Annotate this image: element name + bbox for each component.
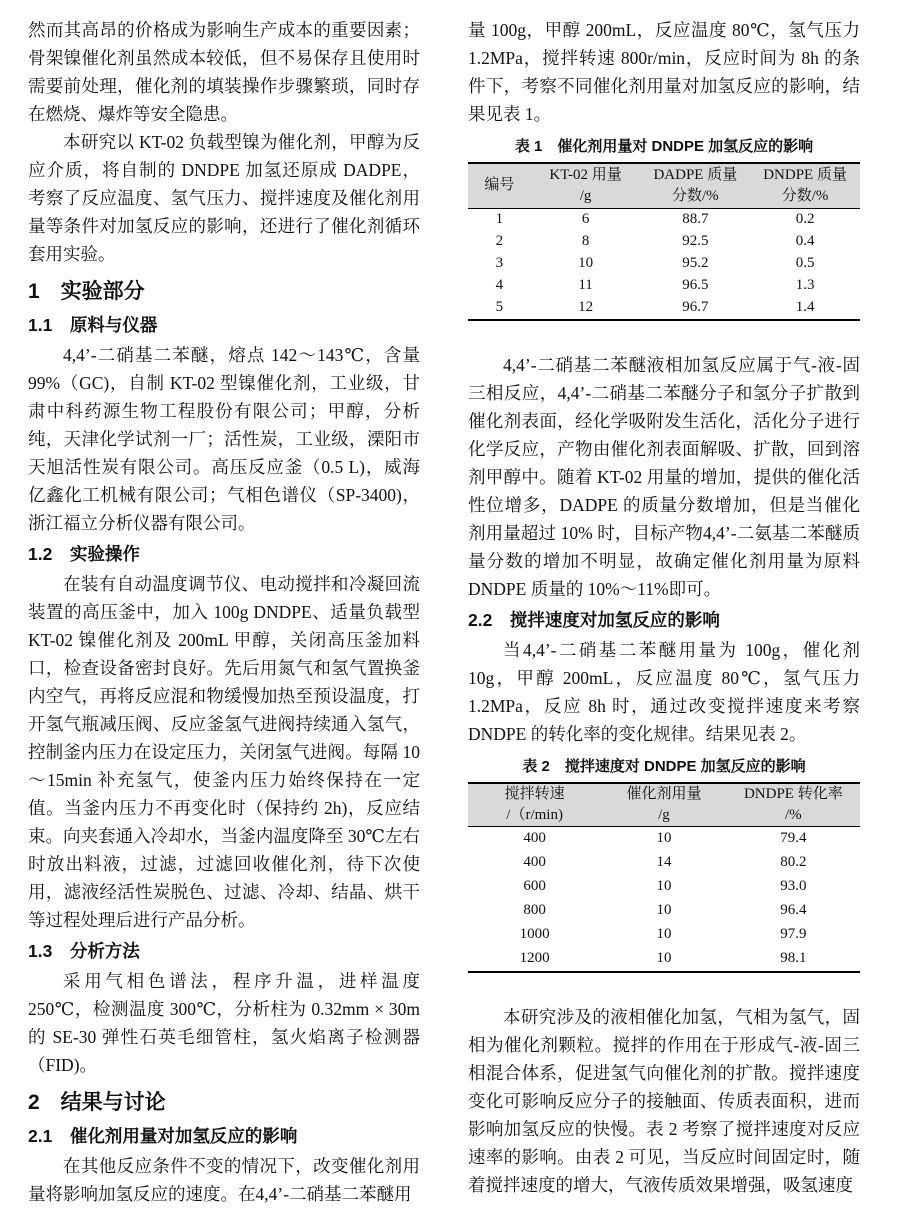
materials-paragraph: 4,4’-二硝基二苯醚，熔点 142～143℃，含量 99%（GC)，自制 KT-02 型镍催化剂，工业级，甘肃中科药源生物工程股份有限公司；甲醇，分析纯，天津化学试剂一厂；活性炭，工业级，溧阳市天旭活性炭有限公司。高压反应釜（0.5 L)，威海亿鑫化工机械有限公司；气相色谱仪（SP-3400)，浙江福立分析仪器有限公司。 (28, 345, 420, 533)
table-cell: 14 (656, 854, 672, 870)
table-row (468, 297, 860, 320)
result-continued-paragraph: 量 100g，甲醇 200mL，反应温度 80℃，氢气压力 1.2MPa，搅拌转速 800r/min，反应时间为 8h 的条件下，考察不同催化剂用量对加氢反应的影响，结果见表 1。 (468, 20, 860, 124)
table-cell: 88.7 (682, 211, 709, 227)
table-row (468, 923, 860, 947)
table-header-cell: 催化剂用量 /g (601, 783, 726, 827)
stirring-intro-paragraph: 当4,4’-二硝基二苯醚用量为 100g，催化剂 10g，甲醇 200mL，反应温度 80℃，氢气压力 1.2MPa，反应 8h 时，通过改变搅拌速度来考察 DNDPE 的转化率的变化规律。结果见表 2。 (468, 639, 860, 744)
table-row (468, 899, 860, 923)
table-cell: 4 (495, 277, 504, 293)
table-cell: 96.7 (682, 299, 709, 315)
table-cell: 12 (578, 299, 594, 315)
section-1-1-heading: 1.1 原料与仪器 (28, 315, 158, 335)
table-cell: 2 (495, 233, 504, 249)
intro-tail-paragraph: 然而其高昂的价格成为影响生产成本的重要因素；骨架镍催化剂虽然成本较低，但不易保存且使用时需要前处理，催化剂的填装操作步骤繁琐，同时存在燃烧、爆炸等安全隐患。 (28, 20, 420, 124)
table-cell: 11 (578, 277, 593, 293)
section-1-3-heading: 1.3 分析方法 (28, 941, 140, 961)
table-cell: 8 (581, 233, 590, 249)
table-row (468, 275, 860, 297)
table-cell: 10 (656, 878, 672, 894)
table-1-header-row (468, 163, 860, 208)
table-header-cell: KT-02 用量 /g (531, 163, 641, 208)
table-header-cell: DADPE 质量 分数/% (640, 163, 750, 208)
table-2-title: 表 2 搅拌速度对 DNDPE 加氢反应的影响 (522, 757, 806, 775)
table-cell: 97.9 (780, 926, 807, 942)
table-cell: 10 (656, 926, 672, 942)
procedure-paragraph: 在装有自动温度调节仪、电动搅拌和冷凝回流装置的高压釜中，加入 100g DNDPE、适量负载型 KT-02 镍催化剂及 200mL 甲醇，关闭高压釜加料口，检查设备密封良好。先后用氮气和氢气置换釜内空气，再将反应混和物缓慢加热至预设温度，打开氢气瓶减压阀、反应釜氢气进阀持续通入氢气，控制釜内压力在设定压力，关闭氢气进阀。每隔 10～15min 补充氢气，使釜内压力始终保持在一定值。当釜内压力不再变化时（保持约 2h)，反应结束。向夹套通入冷却水，当釜内温度降至 30℃左右时放出料液，过滤，过滤回收催化剂，待下次使用，滤液经活性炭脱色、过滤、冷却、结晶、烘干等过程处理后进行产品分析。 (28, 574, 420, 930)
table-cell: 5 (495, 299, 504, 315)
table-cell: 80.2 (780, 854, 807, 870)
table-cell: 400 (523, 854, 546, 870)
table-header-cell: 搅拌转速 /（r/min) (468, 783, 601, 827)
table-header-cell: DNDPE 转化率 /% (727, 783, 860, 827)
table-header-cell: DNDPE 质量 分数/% (750, 163, 860, 208)
section-2-2-heading: 2.2 搅拌速度对加氢反应的影响 (468, 609, 720, 630)
overview-paragraph: 本研究以 KT-02 负载型镍为催化剂，甲醇为反应介质，将自制的 DNDPE 加氢还原成 DADPE，考察了反应温度、氢气压力、搅拌速度及催化剂用量等条件对加氢反应的影响，还进行了催化剂循环套用实验。 (28, 132, 420, 264)
table-cell: 0.4 (795, 233, 815, 249)
table-header-cell: 编号 (468, 163, 531, 208)
table-cell: 1200 (519, 950, 550, 966)
table-cell: 600 (523, 878, 546, 894)
table-row (468, 208, 860, 231)
table-2-grid (468, 782, 860, 973)
table-1 (468, 137, 860, 321)
left-column (28, 16, 420, 1204)
table-row (468, 875, 860, 899)
table-cell: 96.4 (780, 902, 807, 918)
section-2-heading: 2 结果与讨论 (28, 1091, 166, 1114)
table-cell: 1 (495, 211, 504, 227)
table-cell: 0.2 (795, 211, 815, 227)
table-2 (468, 757, 860, 973)
table-row (468, 851, 860, 875)
table-1-grid (468, 162, 860, 321)
right-column (468, 16, 860, 1200)
table-cell: 1.3 (795, 277, 815, 293)
table-cell: 93.0 (780, 878, 807, 894)
table-cell: 10 (656, 902, 672, 918)
table-cell: 92.5 (682, 233, 709, 249)
table-cell: 6 (581, 211, 590, 227)
table-row (468, 253, 860, 275)
table-cell: 3 (495, 255, 504, 271)
table-row (468, 231, 860, 253)
discussion-1-paragraph: 4,4’-二硝基二苯醚液相加氢反应属于气-液-固三相反应，4,4’-二硝基二苯醚分子和氢分子扩散到催化剂表面，经化学吸附发生活化，活化分子进行化学反应，产物由催化剂表面解吸、扩散，回到溶剂甲醇中。随着 KT-02 用量的增加，提供的催化活性位增多，DADPE 的质量分数增加，但是当催化剂用量超过 10% 时，目标产物4,4’-二氨基二苯醚质量分数的增加不明显，故确定催化剂用量为原料 DNDPE 质量的 10%～11%即可。 (468, 354, 860, 599)
table-cell: 400 (523, 830, 546, 846)
analysis-method-paragraph: 采用气相色谱法，程序升温，进样温度 250℃，检测温度 300℃，分析柱为 0.32mm × 30m 的 SE-30 弹性石英毛细管柱，氢火焰离子检测器（FID)。 (28, 971, 420, 1075)
table-cell: 95.2 (682, 255, 709, 271)
table-row (468, 947, 860, 972)
table-cell: 10 (656, 830, 672, 846)
table-row (468, 826, 860, 851)
section-1-2-heading: 1.2 实验操作 (28, 544, 140, 564)
table-cell: 79.4 (780, 830, 807, 846)
table-1-title: 表 1 催化剂用量对 DNDPE 加氢反应的影响 (514, 138, 814, 155)
table-2-header-row (468, 783, 860, 827)
table-cell: 1000 (519, 926, 550, 942)
table-cell: 98.1 (780, 950, 807, 966)
discussion-2-paragraph: 本研究涉及的液相催化加氢，气相为氢气，固相为催化剂颗粒。搅拌的作用在于形成气-液-固三相混合体系，促进氢气向催化剂的扩散。搅拌速度变化可影响反应分子的接触面、传质表面积，进而影响加氢反应的快慢。表 2 考察了搅拌速度对反应速率的影响。由表 2 可见，当反应时间固定时，随着搅拌速度的增大，气液传质效果增强，吸氢速度 (468, 1006, 860, 1195)
table-cell: 0.5 (795, 255, 815, 271)
section-1-heading: 1 实验部分 (28, 280, 145, 303)
section-2-1-heading: 2.1 催化剂用量对加氢反应的影响 (28, 1126, 298, 1146)
table-cell: 96.5 (682, 277, 709, 293)
table-cell: 800 (523, 902, 546, 918)
table-cell: 1.4 (795, 299, 815, 315)
table-cell: 10 (656, 950, 672, 966)
table-cell: 10 (578, 255, 594, 271)
result-intro-paragraph: 在其他反应条件不变的情况下，改变催化剂用量将影响加氢反应的速度。在4,4’-二硝基二苯醚用 (28, 1156, 420, 1204)
